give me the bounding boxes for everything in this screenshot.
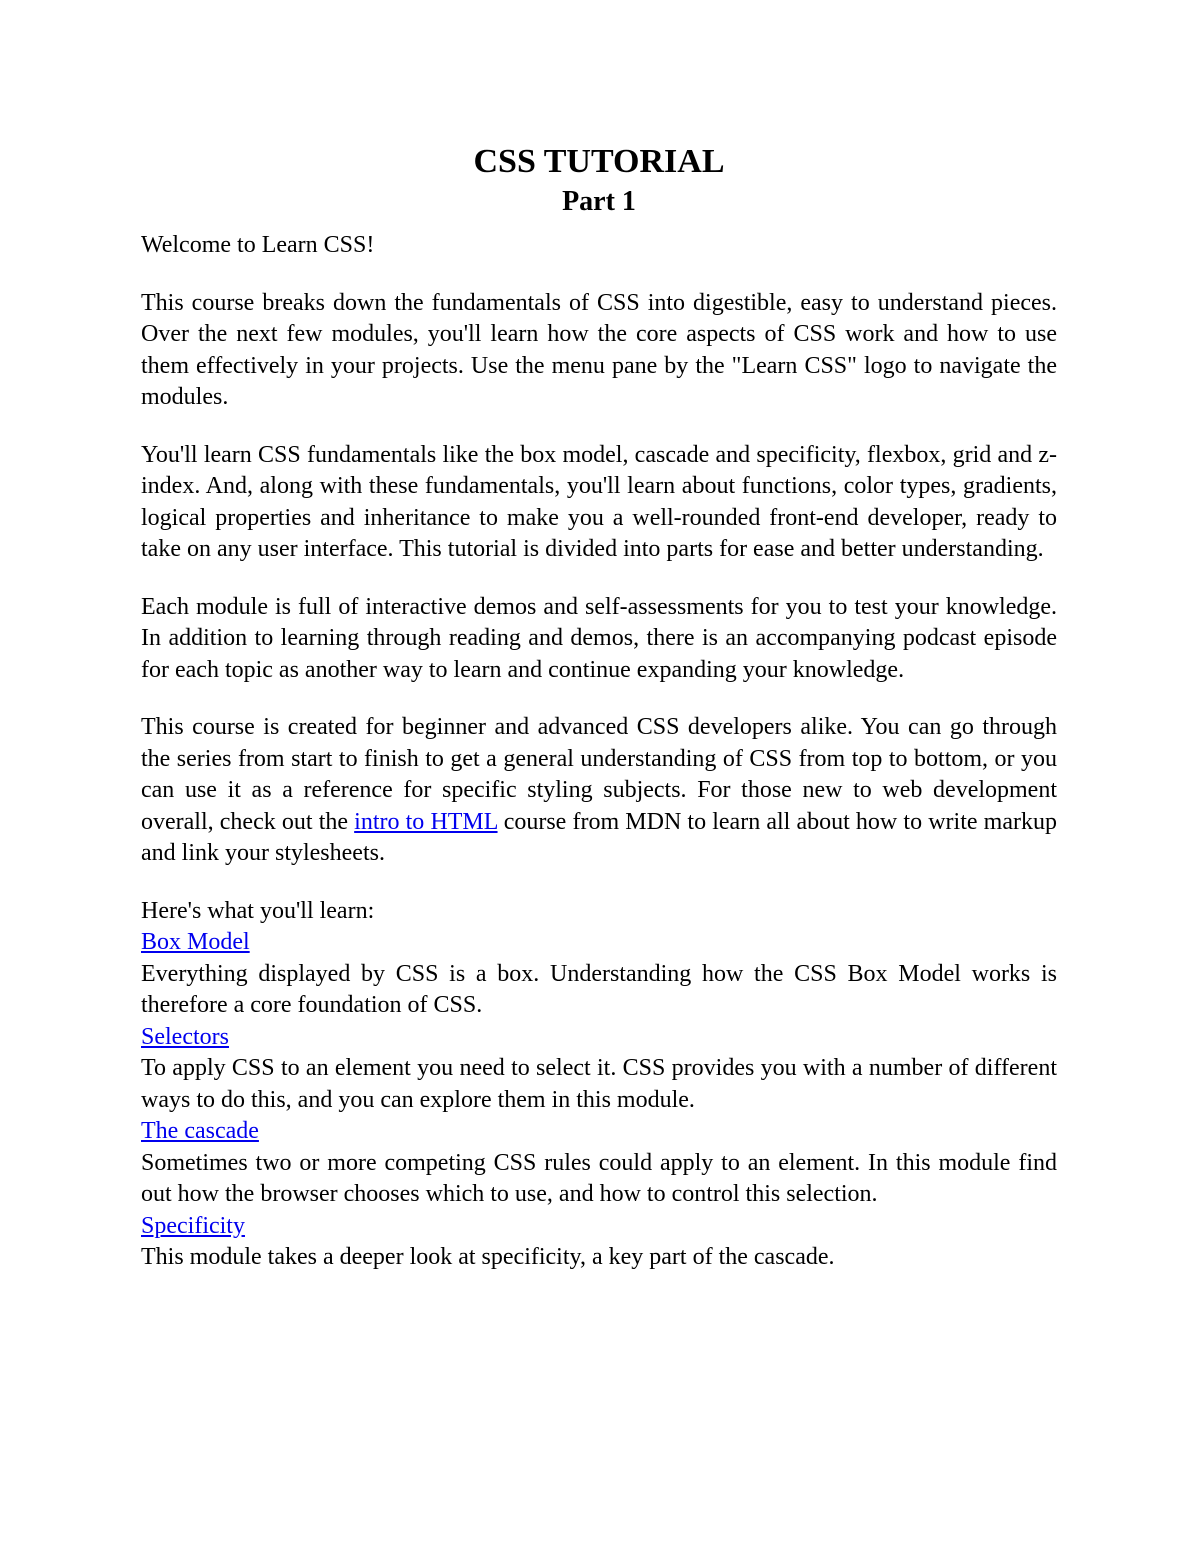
audience-text-after: course from MDN to learn all about how to write markup and link your stylesheets. [141,808,1057,866]
specificity-description: This module takes a deeper look at specificity, a key part of the cascade. [141,1244,835,1270]
intro-paragraph: This course breaks down the fundamentals of CSS into digestible, easy to understand pieces. Over the next few modules, you'll learn how the core aspects of CSS work and how to use them effectively in your projects. Use the menu pane by the "Learn CSS" logo to navigate the modules. [141,289,1057,410]
box-model-description: Everything displayed by CSS is a box. Understanding how the CSS Box Model works is therefore a core foundation of CSS. [141,960,1057,1018]
the-cascade-link[interactable]: The cascade [141,1118,259,1144]
selectors-link[interactable]: Selectors [141,1023,229,1050]
topic-item [141,1022,1057,1117]
audience-paragraph [141,712,1057,870]
learn-heading: Here's what you'll learn: [141,897,375,924]
welcome-line: Welcome to Learn CSS! [141,232,375,258]
audience-text-before: This course is created for beginner and advanced CSS developers alike. You can go through the series from start to finish to get a general understanding of CSS from top to bottom, or you can use it as a reference for specific styling subjects. For those new to web development overall, check out the [141,714,1057,835]
topic-item [141,927,1057,1022]
topic-item [141,1211,1057,1274]
modules-paragraph: Each module is full of interactive demos and self-assessments for you to test your knowledge. In addition to learning through reading and demos, there is an accompanying podcast episode for each topic as another way to learn and continue expanding your knowledge. [141,593,1057,683]
specificity-link[interactable]: Specificity [141,1212,245,1239]
topic-item [141,1116,1057,1211]
fundamentals-paragraph: You'll learn CSS fundamentals like the box model, cascade and specificity, flexbox, grid and z-index. And, along with these fundamentals, you'll learn about functions, color types, gradients, logical properties and inheritance to make you a well-rounded front-end developer, ready to take on any user interface. This tutorial is divided into parts for ease and better understanding. [141,441,1057,562]
document-page [141,140,1057,1274]
intro-to-html-link[interactable]: intro to HTML [354,808,498,835]
box-model-link[interactable]: Box Model [141,929,250,955]
selectors-description: To apply CSS to an element you need to select it. CSS provides you with a number of different ways to do this, and you can explore them in this module. [141,1055,1057,1113]
document-subtitle: Part 1 [562,186,636,217]
topic-list [141,927,1057,1274]
document-title: CSS TUTORIAL [473,143,725,180]
the-cascade-description: Sometimes two or more competing CSS rules could apply to an element. In this module find out how the browser chooses which to use, and how to control this selection. [141,1149,1057,1207]
